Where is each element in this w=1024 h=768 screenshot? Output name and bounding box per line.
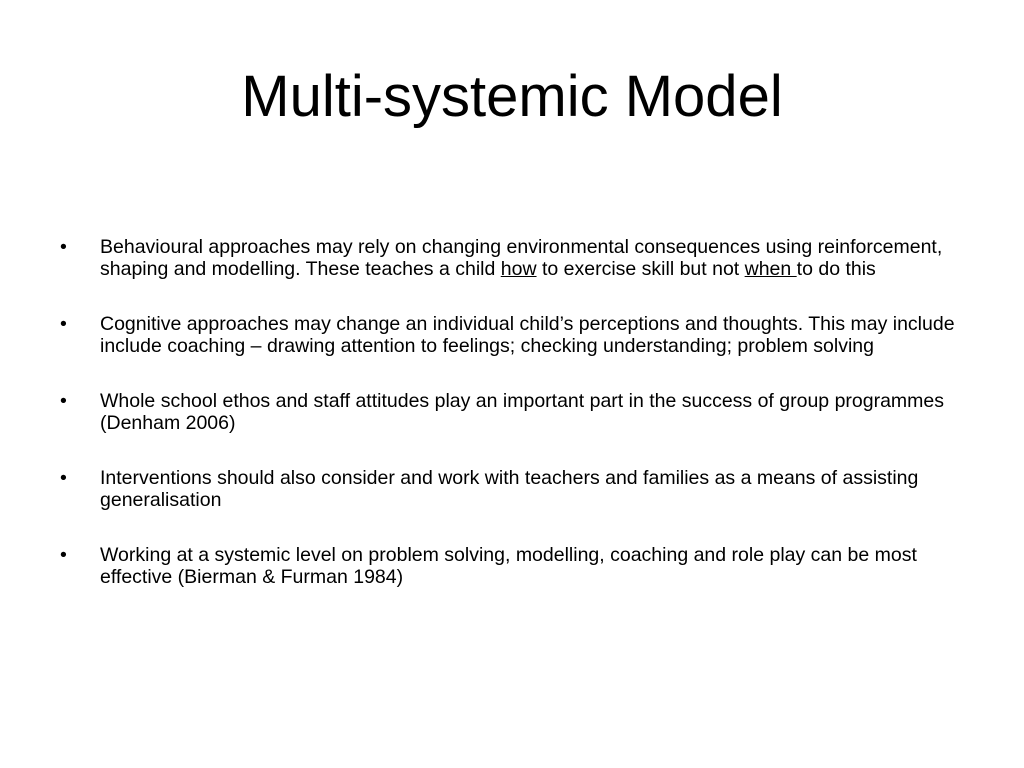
slide-title: Multi-systemic Model xyxy=(241,64,783,129)
bullet-text: Working at a systemic level on problem solving, modelling, coaching and role play can be most effective (Bierman & Furman 1984) xyxy=(100,544,917,588)
bullet-text: Interventions should also consider and work with teachers and families as a means of assisting generalisation xyxy=(100,467,919,511)
bullet-item-systemic-level xyxy=(60,544,980,588)
bullet-text-part: Behavioural approaches may rely on changing environmental consequences using reinforcement, shaping and modelling. These teaches a child xyxy=(100,236,943,280)
bullet-text-part: to do this xyxy=(796,258,876,280)
bullet-item-interventions xyxy=(60,467,980,511)
underlined-when: when xyxy=(744,258,797,280)
bullet-text: Whole school ethos and staff attitudes play an important part in the success of group programmes (Denham 2006) xyxy=(100,390,945,434)
bullet-icon: • xyxy=(60,467,67,489)
bullet-text: Cognitive approaches may change an individual child’s perceptions and thoughts. This may include include coaching – drawing attention to feelings; checking understanding; problem solving xyxy=(100,313,955,357)
bullet-text-part: to exercise skill but not xyxy=(536,258,745,280)
bullet-item-behavioural xyxy=(60,236,980,280)
bullet-icon: • xyxy=(60,313,67,335)
bullet-list xyxy=(60,236,980,621)
bullet-icon: • xyxy=(60,390,67,412)
underlined-how: how xyxy=(500,258,537,280)
bullet-item-cognitive xyxy=(60,313,980,357)
bullet-item-whole-school xyxy=(60,390,980,434)
bullet-icon: • xyxy=(60,544,67,566)
bullet-icon: • xyxy=(60,236,67,258)
